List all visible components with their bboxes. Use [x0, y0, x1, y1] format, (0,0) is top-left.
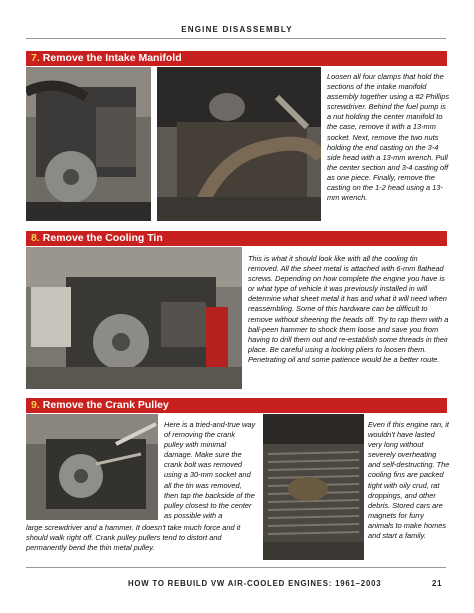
section-9-bar — [26, 398, 447, 413]
section-9-body-left-full: large screwdriver and a hammer. It doesn't take much force and it should walk right off. Crank pulley pullers tend to distort and permanently bend the thin metal pulley. — [26, 523, 241, 553]
section-7-body: Loosen all four clamps that hold the sections of the intake manifold assembly together using a #2 Phillips screwdriver. Behind the fuel pump is a nut holding the center manifold to the case, remove it with a 13-mm socket. Next, remove the two nuts holding the end casting on the 3-4 side head with a 13-mm wrench. Pull the center section and 3-4 casting off as one piece. Finally, remove the casting on the 1-2 head using a 13-mm wrench. — [327, 72, 450, 203]
section-8-body: This is what it should look like with all the cooling tin removed. All the sheet metal is attached with 6-mm flathead screws. Depending on how complete the engine you have is or what type of vehicle it was previously installed in will determine what sheet metal it has and what it will need when reassembling. Some of this hardware can be difficult to remove without sheering the heads off. Try to rap them with a ball-peen hammer to shock them loose and save you from having to drill them out and re-establish some threads in their place. Be careful using a locking pliers to loosen them. Penetrating oil and some patience would be a better route. — [248, 254, 449, 364]
photo-intake-manifold-1 — [26, 67, 151, 221]
photo-intake-manifold-2 — [157, 67, 321, 221]
section-9-body-left-wrap: Here is a tried-and-true way of removing the crank pulley with minimal damage. Make sure the crank bolt was removed using a 30-mm socket and all the tin was removed, then tap the backside of the pulley closest to the center as possible with a — [164, 420, 256, 520]
section-9-body-right: Even if this engine ran, it wouldn't have lasted very long without severely overheating and self-destructing. The cooling fins are packed tight with oily crud, rat droppings, and other debris. Stored cars are magnets for furry animals to make homes and start a family. — [368, 420, 450, 541]
section-8-title: Remove the Cooling Tin — [42, 232, 163, 244]
page-number: 21 — [432, 579, 443, 588]
section-9-number: 9. — [31, 399, 40, 411]
photo-crank-pulley — [26, 414, 158, 520]
running-head: ENGINE DISASSEMBLY — [181, 25, 293, 34]
section-9-title: Remove the Crank Pulley — [42, 399, 169, 411]
section-7-title: Remove the Intake Manifold — [42, 52, 182, 64]
section-7-number: 7. — [31, 52, 40, 64]
footer-book-title: HOW TO REBUILD VW AIR-COOLED ENGINES: 1961–2003 — [128, 579, 382, 588]
section-8-number: 8. — [31, 232, 40, 244]
section-7-bar — [26, 51, 447, 66]
footer-rule — [26, 567, 446, 568]
section-8-bar — [26, 231, 447, 246]
header-rule — [26, 38, 446, 39]
photo-cooling-tin — [26, 247, 242, 389]
photo-cooling-fins — [263, 414, 364, 560]
